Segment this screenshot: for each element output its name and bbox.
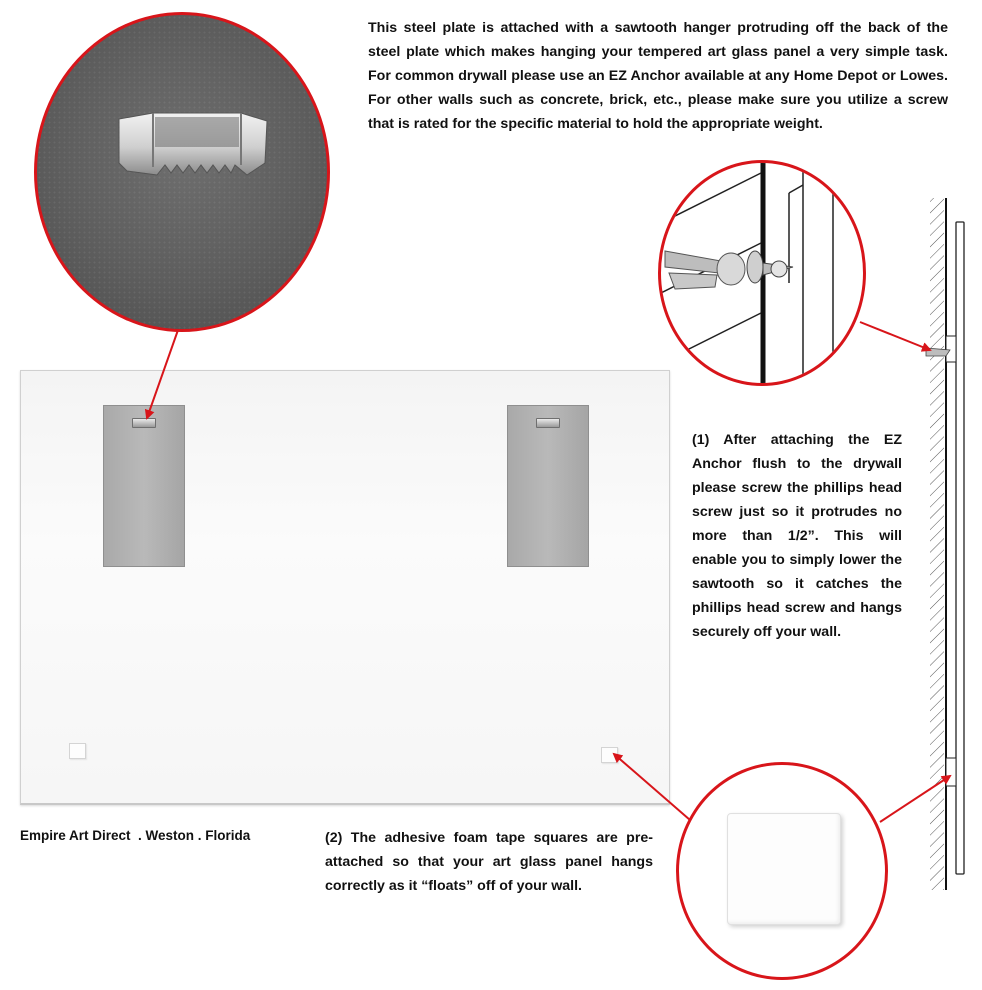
art-glass-panel-back: [20, 370, 670, 805]
steel-plate-left: [103, 405, 185, 567]
sawtooth-hanger-icon: [132, 418, 156, 428]
foam-square-right: [601, 747, 618, 763]
sawtooth-hanger-icon: [536, 418, 560, 428]
step-1-paragraph: (1) After attaching the EZ Anchor flush to the drywall please screw the phillips head screw just so it protrudes no more than 1/2”. This will enable you to simply lower the sawtooth so it catches the phillips head screw and hangs securely off your wall.: [692, 432, 902, 640]
ez-anchor-screw-icon: [661, 163, 866, 386]
anchor-zoom-circle: [658, 160, 866, 386]
steel-plate-right: [507, 405, 589, 567]
hanger-zoom-circle: [34, 12, 330, 332]
arrow-anchor: [860, 322, 930, 350]
intro-paragraph: This steel plate is attached with a sawtooth hanger protruding off the back of the steel plate which makes hanging your tempered art glass panel a very simple task. For common drywall please use an EZ Anchor available at any Home Depot or Lowes. For other walls such as concrete, brick, etc., please make sure you utilize a screw that is rated for the specific material to hold the appropriate weight.: [368, 20, 948, 132]
sawtooth-hanger-icon: [37, 15, 330, 332]
foam-square-icon: [727, 813, 841, 925]
arrow-foam-wall: [880, 776, 950, 822]
foam-zoom-circle: [676, 762, 888, 980]
foam-square-left: [69, 743, 86, 759]
company-credit: Empire Art Direct . Weston . Florida: [20, 828, 251, 843]
step-2-paragraph: (2) The adhesive foam tape squares are pre-attached so that your art glass panel hangs correctly as it “floats” off of your wall.: [325, 830, 653, 894]
